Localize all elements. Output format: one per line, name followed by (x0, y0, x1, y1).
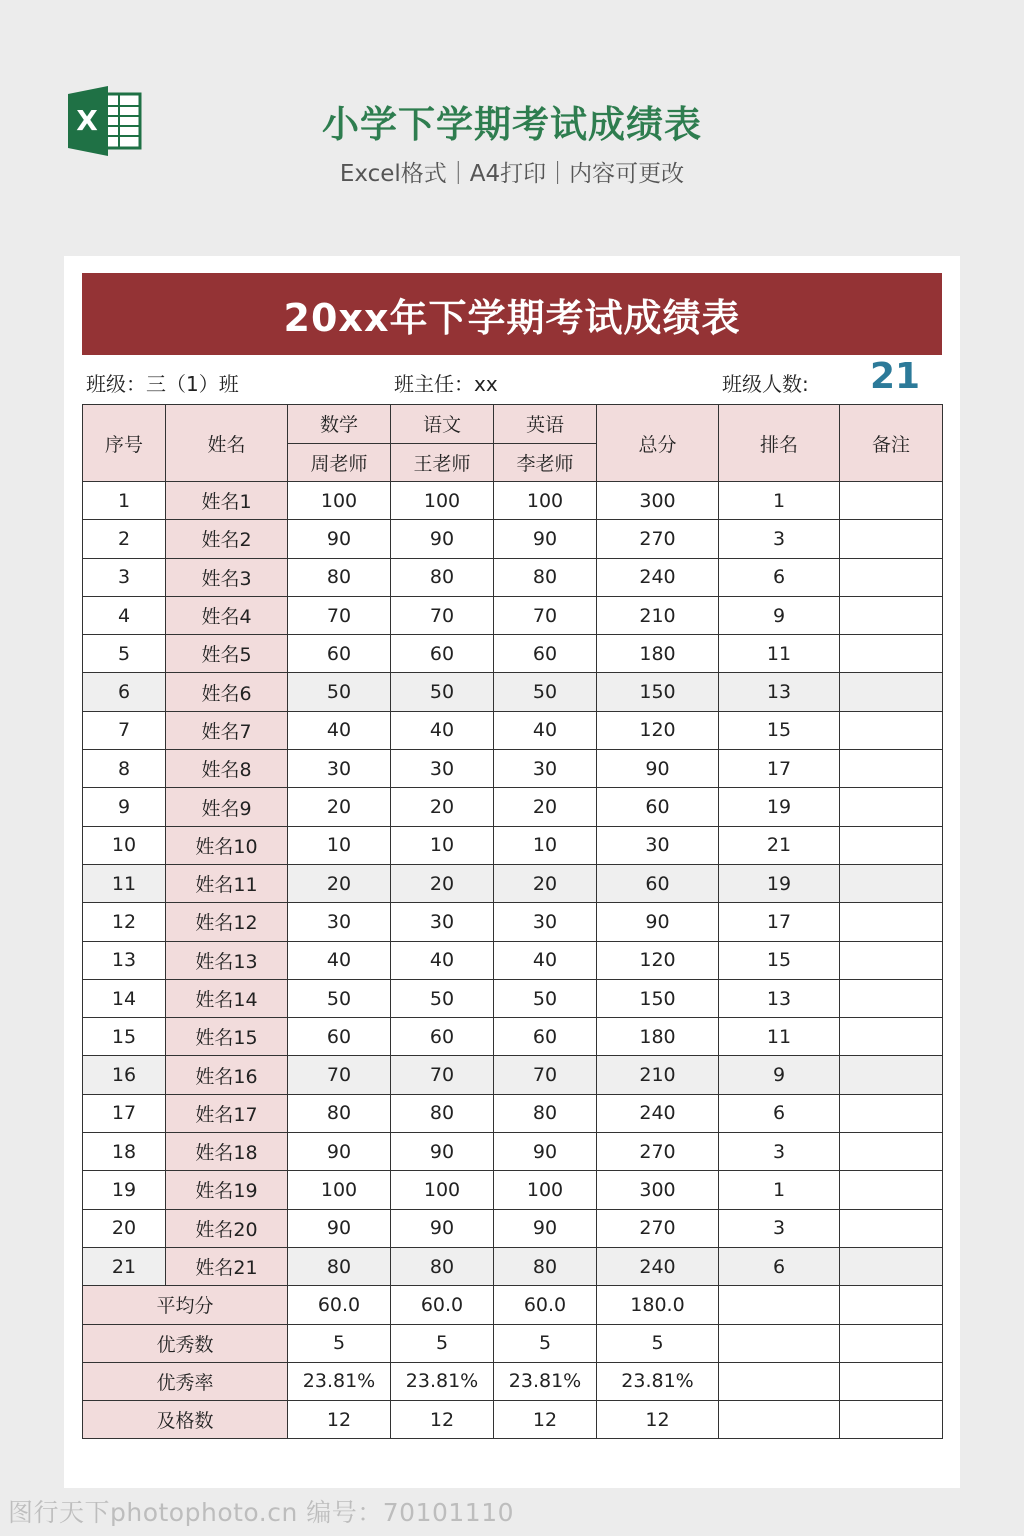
cell-english[interactable]: 70 (494, 596, 597, 634)
summary-total[interactable]: 180.0 (597, 1286, 719, 1324)
cell-math[interactable]: 80 (288, 1094, 391, 1132)
cell-no[interactable]: 4 (83, 596, 166, 634)
cell-english[interactable]: 30 (494, 750, 597, 788)
cell-math[interactable]: 30 (288, 750, 391, 788)
cell-remark[interactable] (840, 673, 943, 711)
cell-rank[interactable]: 6 (719, 558, 840, 596)
cell-chinese[interactable]: 30 (391, 903, 494, 941)
cell-no[interactable]: 3 (83, 558, 166, 596)
cell-remark[interactable] (840, 711, 943, 749)
cell-chinese[interactable]: 100 (391, 482, 494, 520)
cell-name[interactable]: 姓名14 (166, 979, 288, 1017)
watermark: 图行天下photophoto.cn 编号：70101110 (8, 1498, 515, 1527)
cell-no[interactable]: 20 (83, 1209, 166, 1247)
table-row[interactable] (83, 482, 943, 520)
header-english: 英语 (494, 405, 597, 444)
cell-no[interactable]: 10 (83, 826, 166, 864)
cell-chinese[interactable]: 70 (391, 1056, 494, 1094)
cell-chinese[interactable]: 90 (391, 1133, 494, 1171)
cell-remark[interactable] (840, 979, 943, 1017)
cell-total[interactable]: 90 (597, 903, 719, 941)
cell-chinese[interactable]: 50 (391, 979, 494, 1017)
cell-math[interactable]: 20 (288, 864, 391, 902)
table-row[interactable] (83, 750, 943, 788)
cell-remark[interactable] (840, 558, 943, 596)
cell-chinese[interactable]: 20 (391, 864, 494, 902)
cell-total[interactable]: 120 (597, 941, 719, 979)
cell-english[interactable]: 80 (494, 1247, 597, 1285)
cell-total[interactable]: 60 (597, 788, 719, 826)
cell-no[interactable]: 17 (83, 1094, 166, 1132)
table-row[interactable] (83, 903, 943, 941)
cell-rank[interactable]: 6 (719, 1247, 840, 1285)
cell-chinese[interactable]: 40 (391, 711, 494, 749)
cell-no[interactable]: 14 (83, 979, 166, 1017)
score-table (82, 404, 943, 1439)
header-chinese-teacher: 王老师 (391, 443, 494, 482)
cell-no[interactable]: 1 (83, 482, 166, 520)
table-row[interactable] (83, 635, 943, 673)
cell-name[interactable]: 姓名9 (166, 788, 288, 826)
table-row[interactable] (83, 1018, 943, 1056)
cell-chinese[interactable]: 100 (391, 1171, 494, 1209)
header-english-teacher: 李老师 (494, 443, 597, 482)
cell-remark[interactable] (840, 903, 943, 941)
cell-rank[interactable]: 15 (719, 941, 840, 979)
cell-math[interactable]: 90 (288, 520, 391, 558)
cell-rank[interactable]: 15 (719, 711, 840, 749)
cell-math[interactable]: 40 (288, 941, 391, 979)
cell-name[interactable]: 姓名21 (166, 1247, 288, 1285)
summary-row (83, 1324, 943, 1362)
table-row[interactable] (83, 520, 943, 558)
cell-name[interactable]: 姓名2 (166, 520, 288, 558)
cell-remark[interactable] (840, 788, 943, 826)
cell-math[interactable]: 10 (288, 826, 391, 864)
summary-label: 平均分 (83, 1286, 288, 1324)
header-remark: 备注 (840, 405, 943, 482)
summary-rows (83, 1286, 943, 1439)
cell-chinese[interactable]: 90 (391, 520, 494, 558)
cell-no[interactable]: 7 (83, 711, 166, 749)
cell-total[interactable]: 210 (597, 596, 719, 634)
cell-english[interactable]: 50 (494, 979, 597, 1017)
cell-no[interactable]: 16 (83, 1056, 166, 1094)
summary-empty[interactable] (719, 1324, 840, 1362)
cell-total[interactable]: 300 (597, 1171, 719, 1209)
cell-english[interactable]: 80 (494, 558, 597, 596)
cell-math[interactable]: 40 (288, 711, 391, 749)
cell-math[interactable]: 80 (288, 558, 391, 596)
cell-no[interactable]: 6 (83, 673, 166, 711)
teacher-label: 班主任：xx (394, 372, 498, 396)
summary-row (83, 1286, 943, 1324)
cell-rank[interactable]: 6 (719, 1094, 840, 1132)
cell-rank[interactable]: 9 (719, 596, 840, 634)
cell-chinese[interactable]: 30 (391, 750, 494, 788)
cell-remark[interactable] (840, 1018, 943, 1056)
score-rows (83, 482, 943, 1286)
cell-total[interactable]: 270 (597, 1133, 719, 1171)
cell-remark[interactable] (840, 1247, 943, 1285)
cell-chinese[interactable]: 80 (391, 1247, 494, 1285)
table-row[interactable] (83, 788, 943, 826)
summary-total[interactable]: 23.81% (597, 1362, 719, 1400)
cell-english[interactable]: 100 (494, 482, 597, 520)
score-sheet (64, 256, 960, 1488)
cell-name[interactable]: 姓名10 (166, 826, 288, 864)
cell-english[interactable]: 80 (494, 1094, 597, 1132)
cell-english[interactable]: 40 (494, 711, 597, 749)
cell-rank[interactable]: 19 (719, 788, 840, 826)
summary-empty[interactable] (840, 1324, 943, 1362)
cell-name[interactable]: 姓名6 (166, 673, 288, 711)
cell-name[interactable]: 姓名17 (166, 1094, 288, 1132)
cell-name[interactable]: 姓名16 (166, 1056, 288, 1094)
table-row[interactable] (83, 826, 943, 864)
cell-total[interactable]: 180 (597, 635, 719, 673)
promo-subtitle: Excel格式｜A4打印｜内容可更改 (339, 161, 685, 187)
summary-math[interactable]: 60.0 (288, 1286, 391, 1324)
cell-rank[interactable]: 13 (719, 673, 840, 711)
cell-remark[interactable] (840, 864, 943, 902)
table-row[interactable] (83, 1056, 943, 1094)
table-row[interactable] (83, 558, 943, 596)
header-math: 数学 (288, 405, 391, 444)
cell-total[interactable]: 240 (597, 1094, 719, 1132)
cell-english[interactable]: 90 (494, 1209, 597, 1247)
cell-chinese[interactable]: 60 (391, 635, 494, 673)
cell-name[interactable]: 姓名11 (166, 864, 288, 902)
summary-english[interactable]: 12 (494, 1401, 597, 1439)
cell-name[interactable]: 姓名5 (166, 635, 288, 673)
cell-chinese[interactable]: 50 (391, 673, 494, 711)
cell-remark[interactable] (840, 1133, 943, 1171)
cell-remark[interactable] (840, 635, 943, 673)
cell-remark[interactable] (840, 1094, 943, 1132)
cell-english[interactable]: 20 (494, 864, 597, 902)
cell-math[interactable]: 20 (288, 788, 391, 826)
cell-chinese[interactable]: 20 (391, 788, 494, 826)
table-row[interactable] (83, 711, 943, 749)
summary-math[interactable]: 5 (288, 1324, 391, 1362)
cell-name[interactable]: 姓名12 (166, 903, 288, 941)
cell-name[interactable]: 姓名1 (166, 482, 288, 520)
cell-total[interactable]: 300 (597, 482, 719, 520)
summary-row (83, 1362, 943, 1400)
cell-total[interactable]: 60 (597, 864, 719, 902)
cell-rank[interactable]: 17 (719, 750, 840, 788)
cell-no[interactable]: 19 (83, 1171, 166, 1209)
header-total: 总分 (597, 405, 719, 482)
cell-math[interactable]: 80 (288, 1247, 391, 1285)
summary-chinese[interactable]: 60.0 (391, 1286, 494, 1324)
cell-no[interactable]: 11 (83, 864, 166, 902)
cell-name[interactable]: 姓名15 (166, 1018, 288, 1056)
cell-no[interactable]: 15 (83, 1018, 166, 1056)
summary-chinese[interactable]: 23.81% (391, 1362, 494, 1400)
cell-rank[interactable]: 1 (719, 482, 840, 520)
cell-english[interactable]: 60 (494, 635, 597, 673)
cell-remark[interactable] (840, 596, 943, 634)
header-math-teacher: 周老师 (288, 443, 391, 482)
cell-no[interactable]: 21 (83, 1247, 166, 1285)
header-name: 姓名 (166, 405, 288, 482)
cell-total[interactable]: 90 (597, 750, 719, 788)
class-count-label: 班级人数: (722, 372, 809, 396)
summary-math[interactable]: 23.81% (288, 1362, 391, 1400)
cell-english[interactable]: 70 (494, 1056, 597, 1094)
cell-total[interactable]: 150 (597, 979, 719, 1017)
cell-remark[interactable] (840, 750, 943, 788)
cell-name[interactable]: 姓名3 (166, 558, 288, 596)
cell-english[interactable]: 10 (494, 826, 597, 864)
cell-remark[interactable] (840, 1056, 943, 1094)
table-row[interactable] (83, 1133, 943, 1171)
cell-english[interactable]: 30 (494, 903, 597, 941)
cell-name[interactable]: 姓名13 (166, 941, 288, 979)
summary-label: 及格数 (83, 1401, 288, 1439)
table-row[interactable] (83, 596, 943, 634)
summary-empty[interactable] (719, 1362, 840, 1400)
cell-remark[interactable] (840, 1171, 943, 1209)
cell-name[interactable]: 姓名8 (166, 750, 288, 788)
cell-rank[interactable]: 21 (719, 826, 840, 864)
cell-rank[interactable]: 11 (719, 1018, 840, 1056)
cell-total[interactable]: 210 (597, 1056, 719, 1094)
cell-no[interactable]: 5 (83, 635, 166, 673)
cell-english[interactable]: 90 (494, 520, 597, 558)
cell-total[interactable]: 30 (597, 826, 719, 864)
cell-math[interactable]: 60 (288, 635, 391, 673)
cell-english[interactable]: 90 (494, 1133, 597, 1171)
summary-total[interactable]: 12 (597, 1401, 719, 1439)
summary-empty[interactable] (840, 1286, 943, 1324)
cell-total[interactable]: 120 (597, 711, 719, 749)
cell-rank[interactable]: 11 (719, 635, 840, 673)
cell-total[interactable]: 270 (597, 520, 719, 558)
cell-math[interactable]: 30 (288, 903, 391, 941)
cell-total[interactable]: 180 (597, 1018, 719, 1056)
cell-remark[interactable] (840, 520, 943, 558)
table-row[interactable] (83, 1094, 943, 1132)
cell-name[interactable]: 姓名19 (166, 1171, 288, 1209)
cell-rank[interactable]: 3 (719, 1133, 840, 1171)
cell-math[interactable]: 100 (288, 1171, 391, 1209)
cell-math[interactable]: 100 (288, 482, 391, 520)
cell-rank[interactable]: 1 (719, 1171, 840, 1209)
cell-math[interactable]: 70 (288, 1056, 391, 1094)
table-row[interactable] (83, 673, 943, 711)
header-index: 序号 (83, 405, 166, 482)
cell-total[interactable]: 270 (597, 1209, 719, 1247)
cell-no[interactable]: 2 (83, 520, 166, 558)
cell-name[interactable]: 姓名18 (166, 1133, 288, 1171)
cell-total[interactable]: 150 (597, 673, 719, 711)
class-label: 班级：三（1）班 (86, 372, 239, 396)
cell-math[interactable]: 90 (288, 1133, 391, 1171)
header-rank: 排名 (719, 405, 840, 482)
cell-no[interactable]: 9 (83, 788, 166, 826)
table-row[interactable] (83, 1247, 943, 1285)
cell-chinese[interactable]: 60 (391, 1018, 494, 1056)
summary-empty[interactable] (719, 1286, 840, 1324)
summary-empty[interactable] (719, 1401, 840, 1439)
cell-remark[interactable] (840, 826, 943, 864)
summary-label: 优秀数 (83, 1324, 288, 1362)
cell-no[interactable]: 18 (83, 1133, 166, 1171)
cell-english[interactable]: 50 (494, 673, 597, 711)
cell-no[interactable]: 13 (83, 941, 166, 979)
cell-chinese[interactable]: 10 (391, 826, 494, 864)
cell-chinese[interactable]: 90 (391, 1209, 494, 1247)
cell-rank[interactable]: 3 (719, 1209, 840, 1247)
summary-empty[interactable] (840, 1362, 943, 1400)
table-row[interactable] (83, 941, 943, 979)
cell-remark[interactable] (840, 941, 943, 979)
cell-math[interactable]: 90 (288, 1209, 391, 1247)
cell-rank[interactable]: 17 (719, 903, 840, 941)
summary-chinese[interactable]: 12 (391, 1401, 494, 1439)
table-row[interactable] (83, 979, 943, 1017)
summary-english[interactable]: 60.0 (494, 1286, 597, 1324)
cell-rank[interactable]: 3 (719, 520, 840, 558)
summary-empty[interactable] (840, 1401, 943, 1439)
cell-chinese[interactable]: 80 (391, 558, 494, 596)
cell-math[interactable]: 60 (288, 1018, 391, 1056)
cell-rank[interactable]: 13 (719, 979, 840, 1017)
cell-chinese[interactable]: 70 (391, 596, 494, 634)
cell-math[interactable]: 50 (288, 979, 391, 1017)
cell-name[interactable]: 姓名7 (166, 711, 288, 749)
cell-english[interactable]: 40 (494, 941, 597, 979)
cell-chinese[interactable]: 40 (391, 941, 494, 979)
cell-english[interactable]: 60 (494, 1018, 597, 1056)
cell-math[interactable]: 50 (288, 673, 391, 711)
cell-chinese[interactable]: 80 (391, 1094, 494, 1132)
cell-math[interactable]: 70 (288, 596, 391, 634)
cell-name[interactable]: 姓名20 (166, 1209, 288, 1247)
cell-english[interactable]: 100 (494, 1171, 597, 1209)
header-chinese: 语文 (391, 405, 494, 444)
table-row[interactable] (83, 1209, 943, 1247)
cell-english[interactable]: 20 (494, 788, 597, 826)
cell-rank[interactable]: 19 (719, 864, 840, 902)
summary-math[interactable]: 12 (288, 1401, 391, 1439)
table-row[interactable] (83, 864, 943, 902)
promo-title: 小学下学期考试成绩表 (322, 103, 702, 146)
cell-no[interactable]: 8 (83, 750, 166, 788)
summary-english[interactable]: 5 (494, 1324, 597, 1362)
cell-remark[interactable] (840, 482, 943, 520)
cell-name[interactable]: 姓名4 (166, 596, 288, 634)
class-count-value: 21 (870, 356, 921, 397)
sheet-title: 20xx年下学期考试成绩表 (82, 273, 942, 355)
cell-remark[interactable] (840, 1209, 943, 1247)
cell-total[interactable]: 240 (597, 1247, 719, 1285)
cell-rank[interactable]: 9 (719, 1056, 840, 1094)
table-row[interactable] (83, 1171, 943, 1209)
summary-english[interactable]: 23.81% (494, 1362, 597, 1400)
summary-row (83, 1401, 943, 1439)
summary-total[interactable]: 5 (597, 1324, 719, 1362)
summary-label: 优秀率 (83, 1362, 288, 1400)
cell-no[interactable]: 12 (83, 903, 166, 941)
svg-text:X: X (76, 104, 98, 137)
summary-chinese[interactable]: 5 (391, 1324, 494, 1362)
cell-total[interactable]: 240 (597, 558, 719, 596)
